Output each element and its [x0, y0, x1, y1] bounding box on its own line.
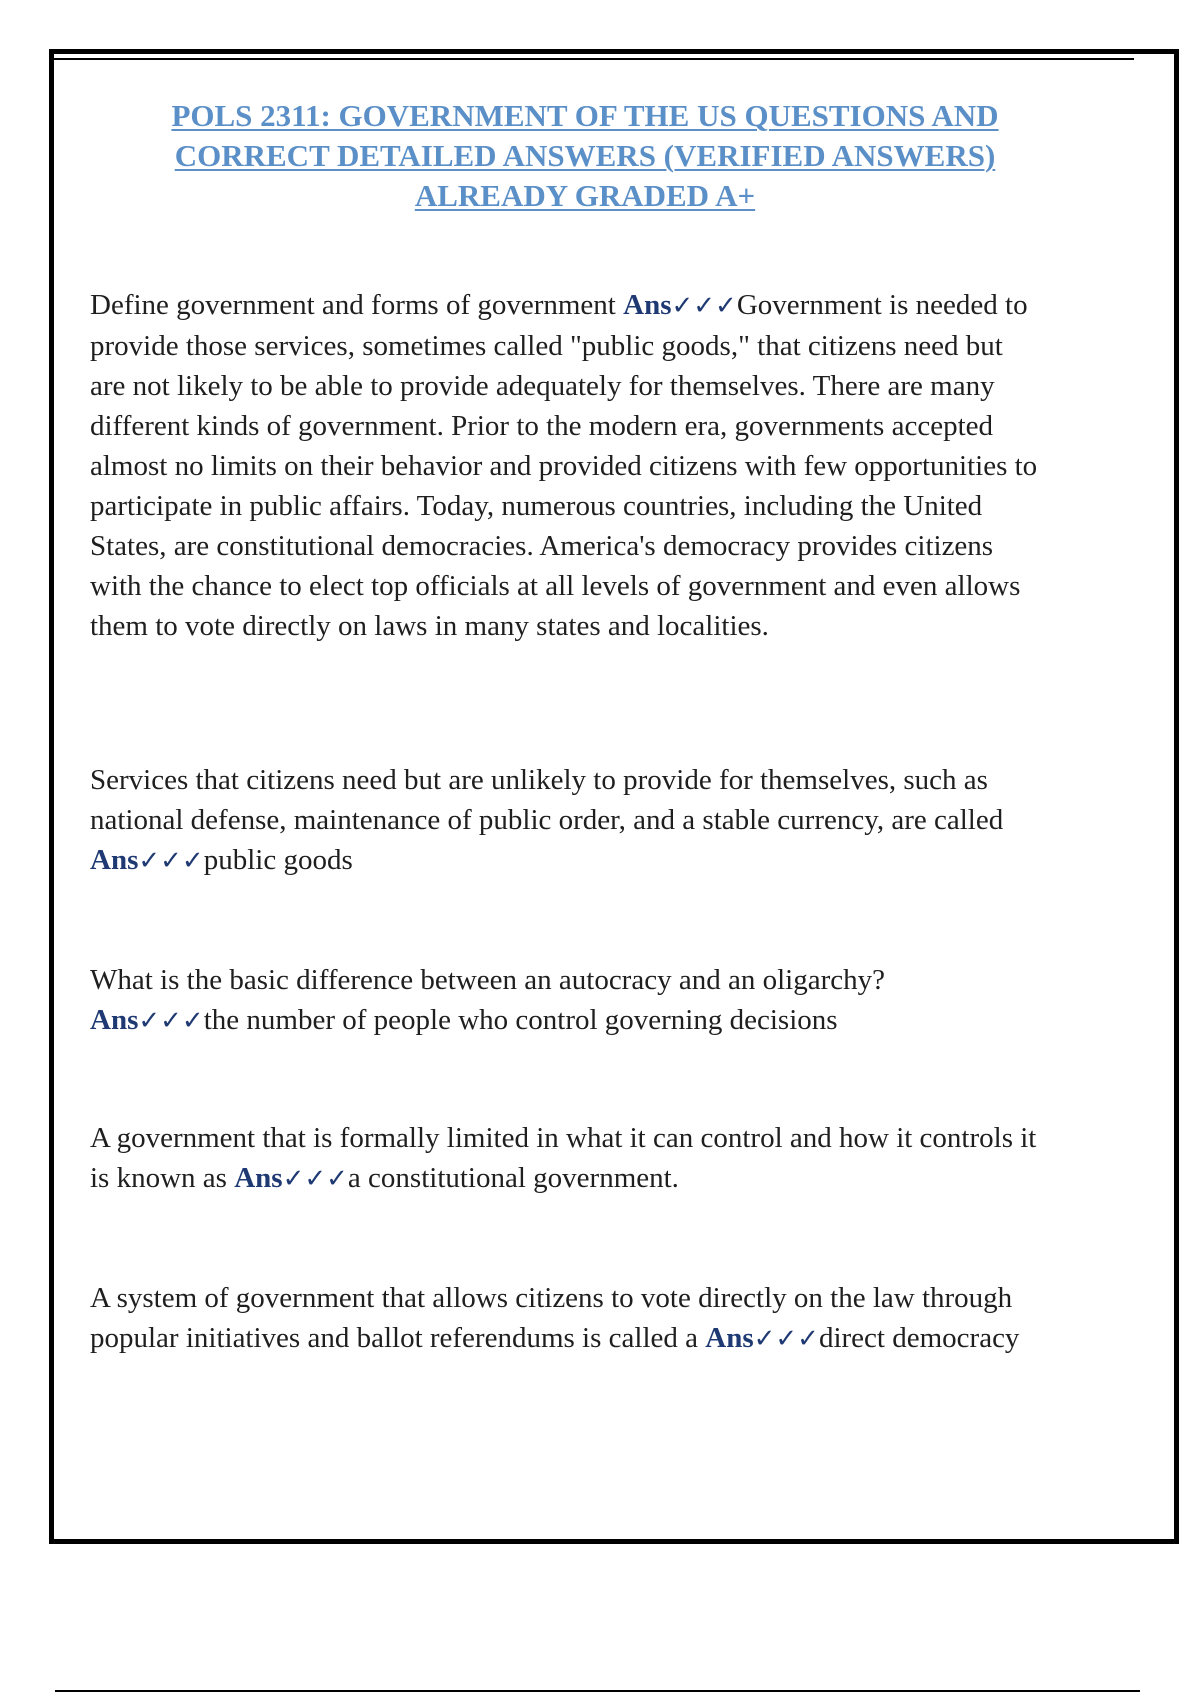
title-line-1: POLS 2311: GOVERNMENT OF THE US QUESTIONS AND — [171, 98, 999, 133]
answer-text: direct democracy — [818, 1322, 1020, 1354]
answer-label: Ans — [234, 1162, 283, 1194]
check-marks-icon: ✓✓✓ — [138, 846, 204, 876]
answer-label: Ans — [623, 289, 672, 321]
question-text: A system of government that allows citizens to vote directly on the law through popular initiatives and ballot referendums is called a — [90, 1282, 1013, 1354]
bottom-rule — [55, 1690, 1140, 1692]
answer-text: the number of people who control governing decisions — [203, 1004, 838, 1036]
qa-item-2 — [90, 760, 1040, 881]
qa-item-1 — [90, 285, 1040, 646]
check-marks-icon: ✓✓✓ — [138, 1006, 204, 1036]
qa-item-5 — [90, 1278, 1040, 1359]
title-line-2: CORRECT DETAILED ANSWERS (VERIFIED ANSWERS) — [174, 138, 996, 173]
check-marks-icon: ✓✓✓ — [282, 1164, 348, 1194]
question-text: Services that citizens need but are unlikely to provide for themselves, such as national defense, maintenance of public order, and a stable currency, are called — [90, 764, 1004, 836]
answer-label: Ans — [705, 1322, 754, 1354]
top-rule — [54, 58, 1134, 60]
answer-text: a constitutional government. — [347, 1162, 679, 1194]
qa-item-4 — [90, 1118, 1040, 1199]
question-text: Define government and forms of government — [90, 289, 624, 321]
answer-text: public goods — [203, 844, 353, 876]
answer-text: Government is needed to provide those services, sometimes called "public goods," that citizens need but are not likely to be able to provide adequately for themselves. There are many different kinds of government. Prior to the modern era, governments accepted almost no limits on their behavior and provided citizens with few opportunities to participate in public affairs. Today, numerous countries, including the United States, are constitutional democracies. America's democracy provides citizens with the chance to elect top officials at all levels of government and even allows them to vote directly on laws in many states and localities. — [90, 289, 1038, 642]
answer-label: Ans — [90, 844, 139, 876]
check-marks-icon: ✓✓✓ — [753, 1324, 819, 1354]
question-text: What is the basic difference between an autocracy and an oligarchy? — [90, 964, 885, 996]
title-line-3: ALREADY GRADED A+ — [414, 178, 756, 213]
qa-item-3 — [90, 960, 1040, 1041]
answer-label: Ans — [90, 1004, 139, 1036]
question-text: A government that is formally limited in what it can control and how it controls it is known as — [90, 1122, 1037, 1194]
document-title — [60, 96, 1110, 216]
check-marks-icon: ✓✓✓ — [671, 291, 737, 321]
